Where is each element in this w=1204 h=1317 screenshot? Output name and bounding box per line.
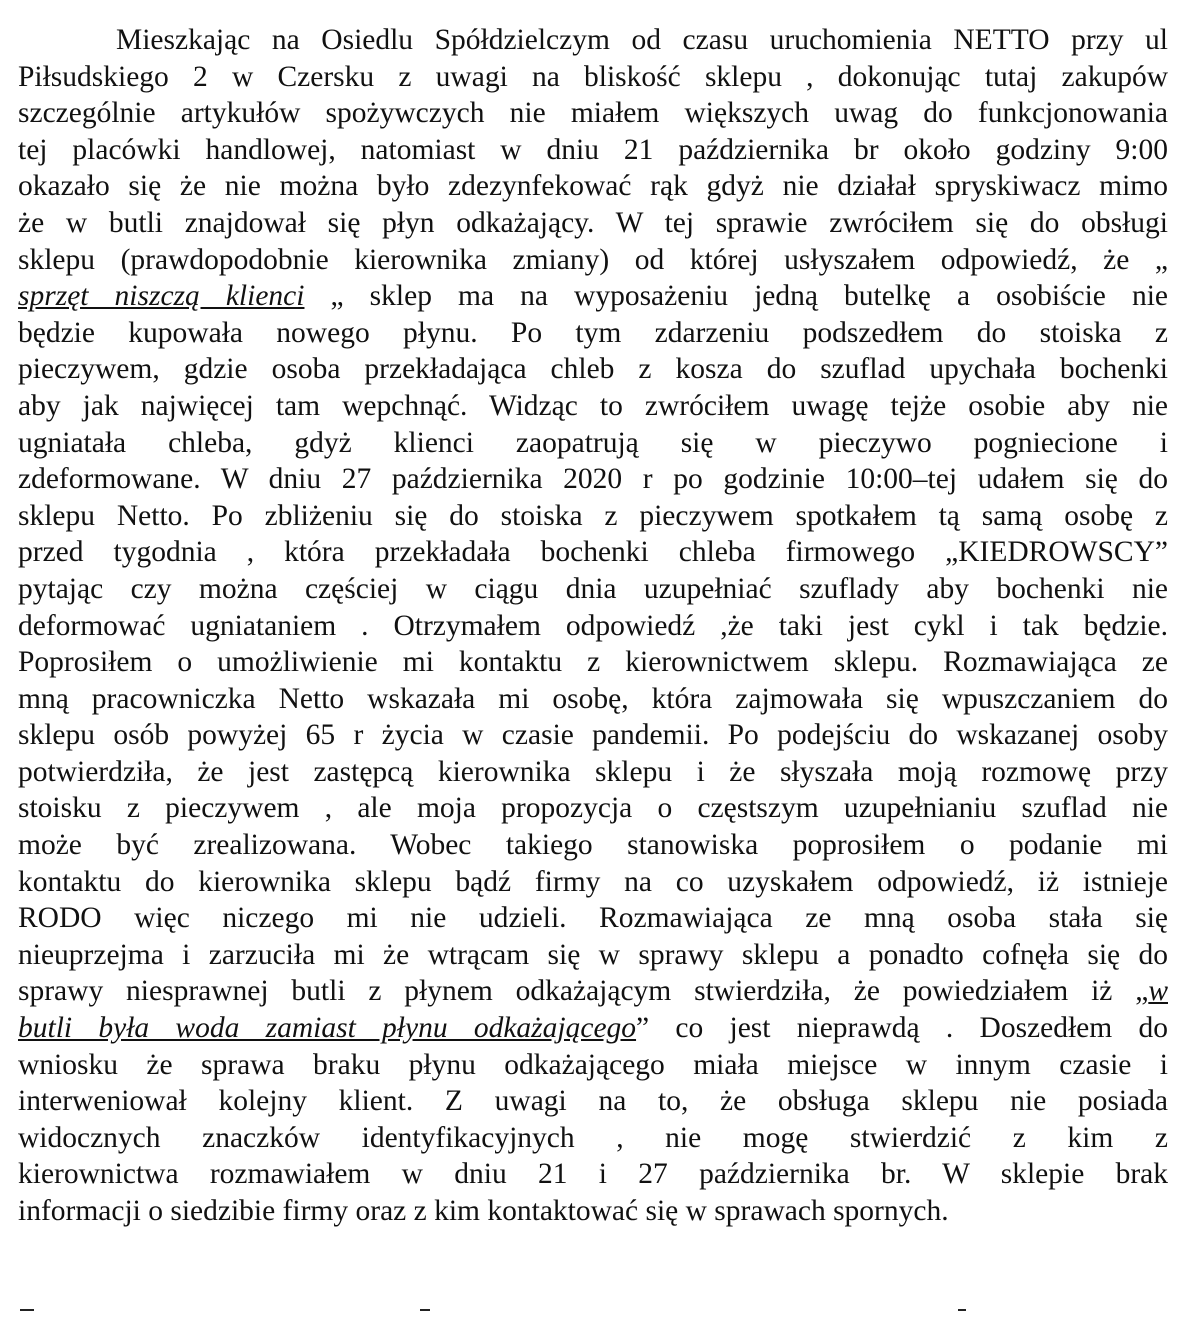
text-segment: sklepu osób powyżej 65 r życia w czasie pandemii. Po podejściu do wskazanej osoby (18, 719, 1168, 752)
text-segment: informacji o siedzibie firmy oraz z kim kontaktować się w sprawach spornych. (18, 1195, 949, 1227)
text-segment: okazało się że nie można było zdezynfekować rąk gdyż nie działał spryskiwacz mimo (18, 170, 1168, 203)
text-segment: RODO więc niczego mi nie udzieli. Rozmawiająca ze mną osoba stała się (18, 902, 1168, 935)
letter-body (18, 22, 1168, 1230)
text-line (18, 242, 1168, 279)
text-line (18, 534, 1168, 571)
underlined-quote: w (1148, 975, 1168, 1008)
text-segment: interweniował kolejny klient. Z uwagi na to, że obsługa sklepu nie posiada (18, 1085, 1168, 1118)
text-line (18, 973, 1168, 1010)
text-segment: sklepu Netto. Po zbliżeniu się do stoiska z pieczywem spotkałem tą samą osobę z (18, 499, 1168, 532)
text-segment: może być zrealizowana. Wobec takiego stanowiska poprosiłem o podanie mi (18, 829, 1168, 862)
underlined-quote: sprzęt niszczą klienci (18, 280, 305, 313)
text-line (18, 1193, 1168, 1230)
text-line (18, 95, 1168, 132)
text-segment: ugniatała chleba, gdyż klienci zaopatrują się w pieczywo pogniecione i (18, 426, 1168, 459)
text-segment: widocznych znaczków identyfikacyjnych , nie mogę stwierdzić z kim z (18, 1121, 1168, 1154)
text-line (18, 388, 1168, 425)
text-line (18, 717, 1168, 754)
cut-off-next-line (0, 1305, 1204, 1317)
text-segment: mną pracowniczka Netto wskazała mi osobę, która zajmowała się wpuszczaniem do (18, 682, 1168, 715)
text-line (18, 168, 1168, 205)
text-segment: potwierdziła, że jest zastępcą kierownika sklepu i że słyszała moją rozmowę przy (18, 755, 1168, 788)
text-segment: sprawy niesprawnej butli z płynem odkażającym stwierdziła, że powiedziałem iż „ (18, 975, 1149, 1008)
text-segment: tej placówki handlowej, natomiast w dniu 21 października br około godziny 9:00 (18, 133, 1168, 166)
text-segment: „ sklep ma na wyposażeniu jedną butelkę a osobiście nie (304, 280, 1168, 313)
text-line (18, 1156, 1168, 1193)
text-line (18, 681, 1168, 718)
text-line (18, 1083, 1168, 1120)
text-line (18, 205, 1168, 242)
text-segment: pieczywem, gdzie osoba przekładająca chleb z kosza do szuflad upychała bochenki (18, 353, 1168, 386)
text-segment: zdeformowane. W dniu 27 października 2020 r po godzinie 10:00–tej udałem się do (18, 463, 1168, 496)
text-line (18, 790, 1168, 827)
text-line (18, 864, 1168, 901)
text-line (18, 937, 1168, 974)
text-segment: ” co jest nieprawdą . Doszedłem do (636, 1012, 1168, 1045)
text-line (18, 900, 1168, 937)
text-line (18, 1120, 1168, 1157)
text-segment: że w butli znajdował się płyn odkażający. W tej sprawie zwróciłem się do obsługi (18, 206, 1168, 239)
text-segment: Mieszkając na Osiedlu Spółdzielczym od czasu uruchomienia NETTO przy ul (116, 24, 1168, 56)
text-segment: Piłsudskiego 2 w Czersku z uwagi na bliskość sklepu , dokonując tutaj zakupów (18, 60, 1168, 93)
text-line (18, 425, 1168, 462)
text-segment: Poprosiłem o umożliwienie mi kontaktu z kierownictwem sklepu. Rozmawiająca ze (18, 646, 1168, 679)
text-line (18, 351, 1168, 388)
text-segment: przed tygodnia , która przekładała bochenki chleba firmowego „KIEDROWSCY” (18, 536, 1168, 569)
text-segment: stoisku z pieczywem , ale moja propozycja o częstszym uzupełnianiu szuflad nie (18, 792, 1168, 825)
text-line (18, 571, 1168, 608)
text-line (18, 1047, 1168, 1084)
text-segment: kierownictwa rozmawiałem w dniu 21 i 27 października br. W sklepie brak (18, 1158, 1168, 1191)
text-line (18, 22, 1168, 59)
text-segment: będzie kupowała nowego płynu. Po tym zdarzeniu podszedłem do stoiska z (18, 316, 1168, 349)
text-line (18, 498, 1168, 535)
text-line (18, 1010, 1168, 1047)
text-line (18, 608, 1168, 645)
text-line (18, 59, 1168, 96)
text-segment: wniosku że sprawa braku płynu odkażającego miała miejsce w innym czasie i (18, 1048, 1168, 1081)
text-segment: deformować ugniataniem . Otrzymałem odpowiedź ,że taki jest cykl i tak będzie. (18, 609, 1168, 642)
text-line (18, 827, 1168, 864)
text-line (18, 132, 1168, 169)
text-line (18, 278, 1168, 315)
text-segment: szczególnie artykułów spożywczych nie miałem większych uwag do funkcjonowania (18, 97, 1168, 130)
text-segment: sklepu (prawdopodobnie kierownika zmiany) od której usłyszałem odpowiedź, że „ (18, 243, 1168, 276)
text-segment: pytając czy można częściej w ciągu dnia uzupełniać szuflady aby bochenki nie (18, 572, 1168, 605)
text-line (18, 644, 1168, 681)
text-line (18, 754, 1168, 791)
text-line (18, 461, 1168, 498)
underlined-quote: butli była woda zamiast płynu odkażającego (18, 1012, 637, 1045)
text-segment: aby jak najwięcej tam wepchnąć. Widząc to zwróciłem uwagę tejże osobie aby nie (18, 389, 1168, 422)
text-line (18, 315, 1168, 352)
text-segment: kontaktu do kierownika sklepu bądź firmy na co uzyskałem odpowiedź, iż istnieje (18, 865, 1168, 898)
text-segment: nieuprzejma i zarzuciła mi że wtrącam się w sprawy sklepu a ponadto cofnęła się do (18, 938, 1168, 971)
